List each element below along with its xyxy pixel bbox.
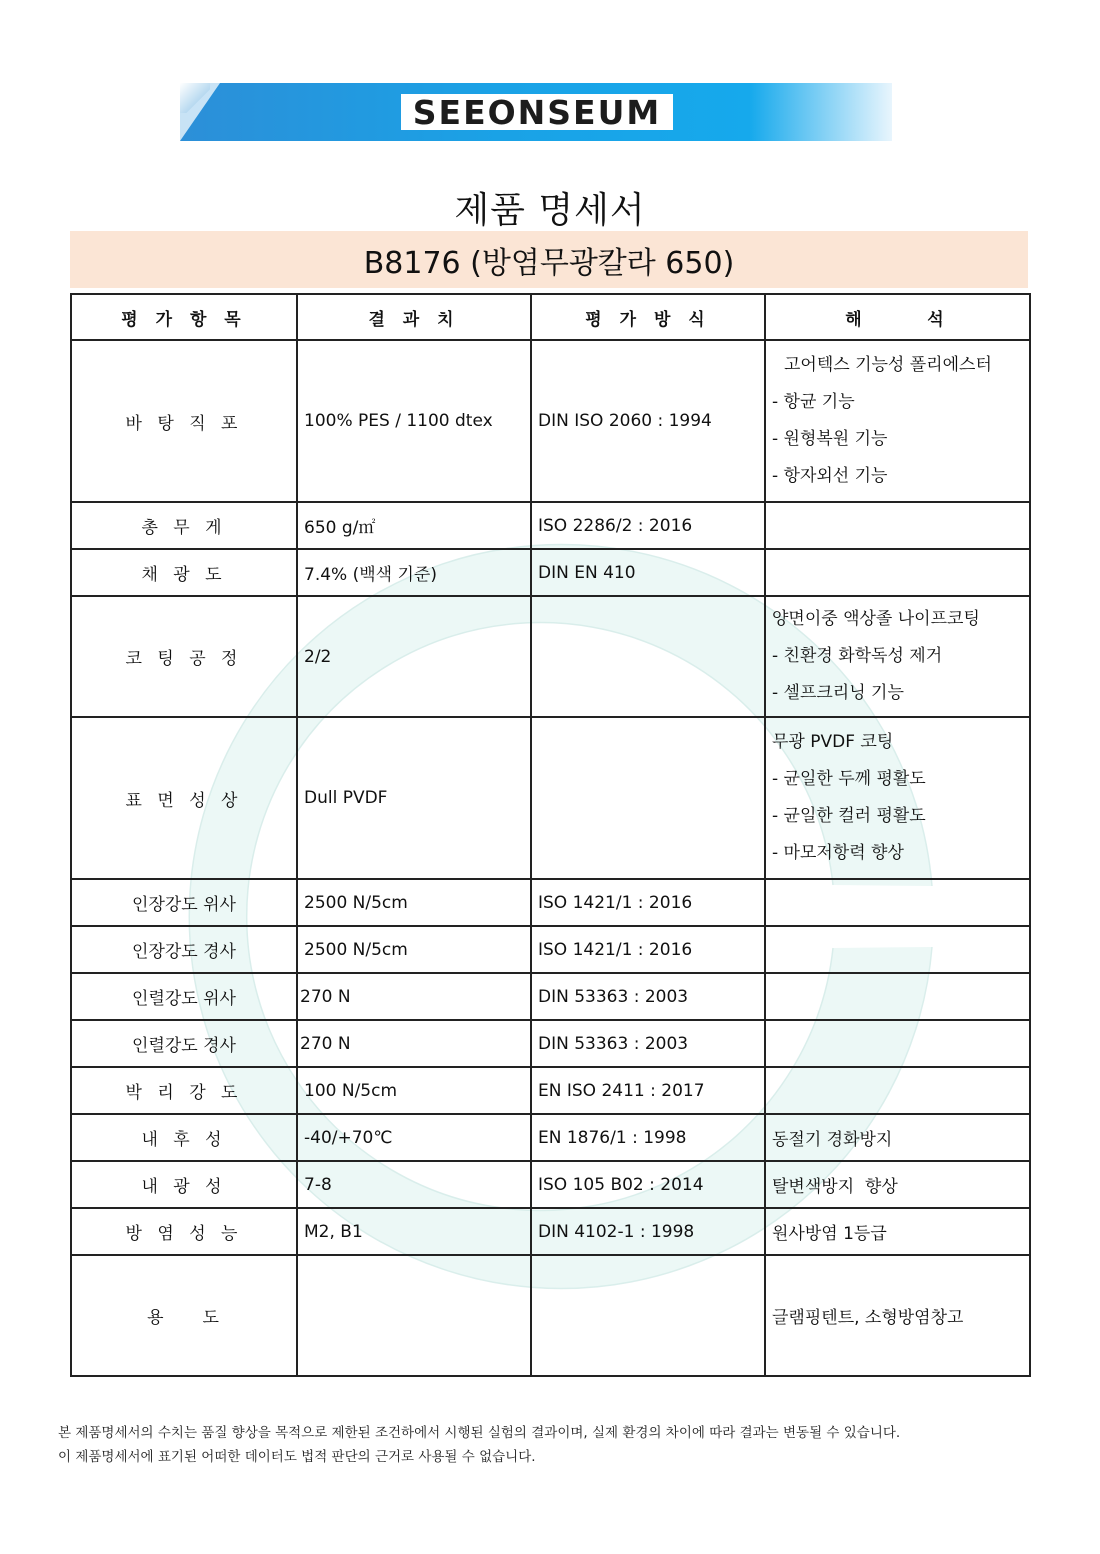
note-line: - 항자외선 기능 [772, 466, 888, 486]
row-item: 바 탕 직 포 [71, 340, 297, 502]
header-method: 평 가 방 식 [531, 294, 765, 340]
note-line: - 셀프크리닝 기능 [772, 683, 904, 703]
product-subtitle [70, 231, 1028, 288]
table-row [71, 1161, 1030, 1208]
row-notes [765, 549, 1030, 596]
row-notes [765, 717, 1030, 879]
row-method: EN 1876/1 : 1998 [531, 1114, 765, 1161]
row-method: EN ISO 2411 : 2017 [531, 1067, 765, 1114]
row-method: ISO 105 B02 : 2014 [531, 1161, 765, 1208]
row-method [531, 717, 765, 879]
header-result: 결 과 치 [297, 294, 531, 340]
row-notes: 동절기 경화방지 [765, 1114, 1030, 1161]
row-notes [765, 879, 1030, 926]
note-line: - 균일한 컬러 평활도 [772, 806, 926, 826]
row-method: ISO 2286/2 : 2016 [531, 502, 765, 549]
row-result: 7.4% (백색 기준) [297, 549, 531, 596]
row-result: 2/2 [297, 596, 531, 717]
note-line: 무광 PVDF 코팅 [772, 732, 894, 752]
footnote-line: 이 제품명세서에 표기된 어떠한 데이터도 법적 판단의 근거로 사용될 수 없습니다. [58, 1449, 536, 1465]
row-notes: 원사방염 1등급 [765, 1208, 1030, 1255]
row-notes [765, 1020, 1030, 1067]
row-result: 100% PES / 1100 dtex [297, 340, 531, 502]
spec-table [70, 293, 1031, 1377]
row-method: DIN EN 410 [531, 549, 765, 596]
table-row [71, 926, 1030, 973]
table-row [71, 717, 1030, 879]
row-result: -40/+70℃ [297, 1114, 531, 1161]
row-result: 2500 N/5cm [297, 926, 531, 973]
row-notes: 글램핑텐트, 소형방염창고 [765, 1255, 1030, 1376]
brand-logo [401, 94, 673, 130]
row-result: 650 g/㎡ [297, 502, 531, 549]
note-line: - 마모저항력 향상 [772, 843, 904, 863]
row-notes [765, 502, 1030, 549]
table-row [71, 973, 1030, 1020]
row-item: 코 팅 공 정 [71, 596, 297, 717]
row-result: 270 N [297, 973, 531, 1020]
row-method: ISO 1421/1 : 2016 [531, 879, 765, 926]
table-row [71, 1067, 1030, 1114]
row-notes: 탈변색방지 향상 [765, 1161, 1030, 1208]
note-line: - 원형복원 기능 [772, 429, 888, 449]
row-item: 인장강도 경사 [71, 926, 297, 973]
table-row [71, 879, 1030, 926]
row-result [297, 1255, 531, 1376]
row-item: 총 무 게 [71, 502, 297, 549]
header-evaluation-item: 평 가 항 목 [71, 294, 297, 340]
row-notes [765, 1067, 1030, 1114]
table-row [71, 1255, 1030, 1376]
row-item: 인장강도 위사 [71, 879, 297, 926]
table-header-row [71, 294, 1030, 340]
row-result: 2500 N/5cm [297, 879, 531, 926]
table-row [71, 596, 1030, 717]
row-item: 방 염 성 능 [71, 1208, 297, 1255]
row-method [531, 1255, 765, 1376]
row-item: 인렬강도 위사 [71, 973, 297, 1020]
table-row [71, 502, 1030, 549]
row-item: 박 리 강 도 [71, 1067, 297, 1114]
table-row [71, 1020, 1030, 1067]
note-line: 양면이중 액상졸 나이프코팅 [772, 609, 980, 629]
row-notes [765, 973, 1030, 1020]
note-line: - 친환경 화학독성 제거 [772, 646, 943, 666]
row-item: 내 후 성 [71, 1114, 297, 1161]
banner-corner-graphic [180, 83, 210, 113]
table-row [71, 340, 1030, 502]
row-method: DIN ISO 2060 : 1994 [531, 340, 765, 502]
row-item: 용 도 [71, 1255, 297, 1376]
row-method: DIN 4102-1 : 1998 [531, 1208, 765, 1255]
disclaimer-footnote [58, 1421, 900, 1469]
product-subtitle-text: B8176 (방염무광칼라 650) [363, 245, 735, 281]
row-result: 7-8 [297, 1161, 531, 1208]
row-item: 채 광 도 [71, 549, 297, 596]
row-method: DIN 53363 : 2003 [531, 1020, 765, 1067]
row-notes [765, 926, 1030, 973]
row-item: 표 면 성 상 [71, 717, 297, 879]
row-result: M2, B1 [297, 1208, 531, 1255]
table-row [71, 1208, 1030, 1255]
table-row [71, 549, 1030, 596]
row-notes [765, 596, 1030, 717]
note-line: 고어텍스 기능성 폴리에스터 [784, 355, 992, 375]
row-notes [765, 340, 1030, 502]
header-interpretation: 해 석 [765, 294, 1030, 340]
row-result: Dull PVDF [297, 717, 531, 879]
row-method: DIN 53363 : 2003 [531, 973, 765, 1020]
note-line: - 항균 기능 [772, 392, 855, 412]
document-title: 제품 명세서 [454, 190, 646, 231]
footnote-line: 본 제품명세서의 수치는 품질 향상을 목적으로 제한된 조건하에서 시행된 실험의 결과이며, 실제 환경의 차이에 따라 결과는 변동될 수 있습니다. [58, 1425, 901, 1441]
brand-logo-text: SEEONSEUM [412, 92, 662, 132]
row-method [531, 596, 765, 717]
row-item: 인렬강도 경사 [71, 1020, 297, 1067]
note-line: - 균일한 두께 평활도 [772, 769, 926, 789]
row-result: 270 N [297, 1020, 531, 1067]
row-result: 100 N/5cm [297, 1067, 531, 1114]
row-method: ISO 1421/1 : 2016 [531, 926, 765, 973]
row-item: 내 광 성 [71, 1161, 297, 1208]
table-row [71, 1114, 1030, 1161]
